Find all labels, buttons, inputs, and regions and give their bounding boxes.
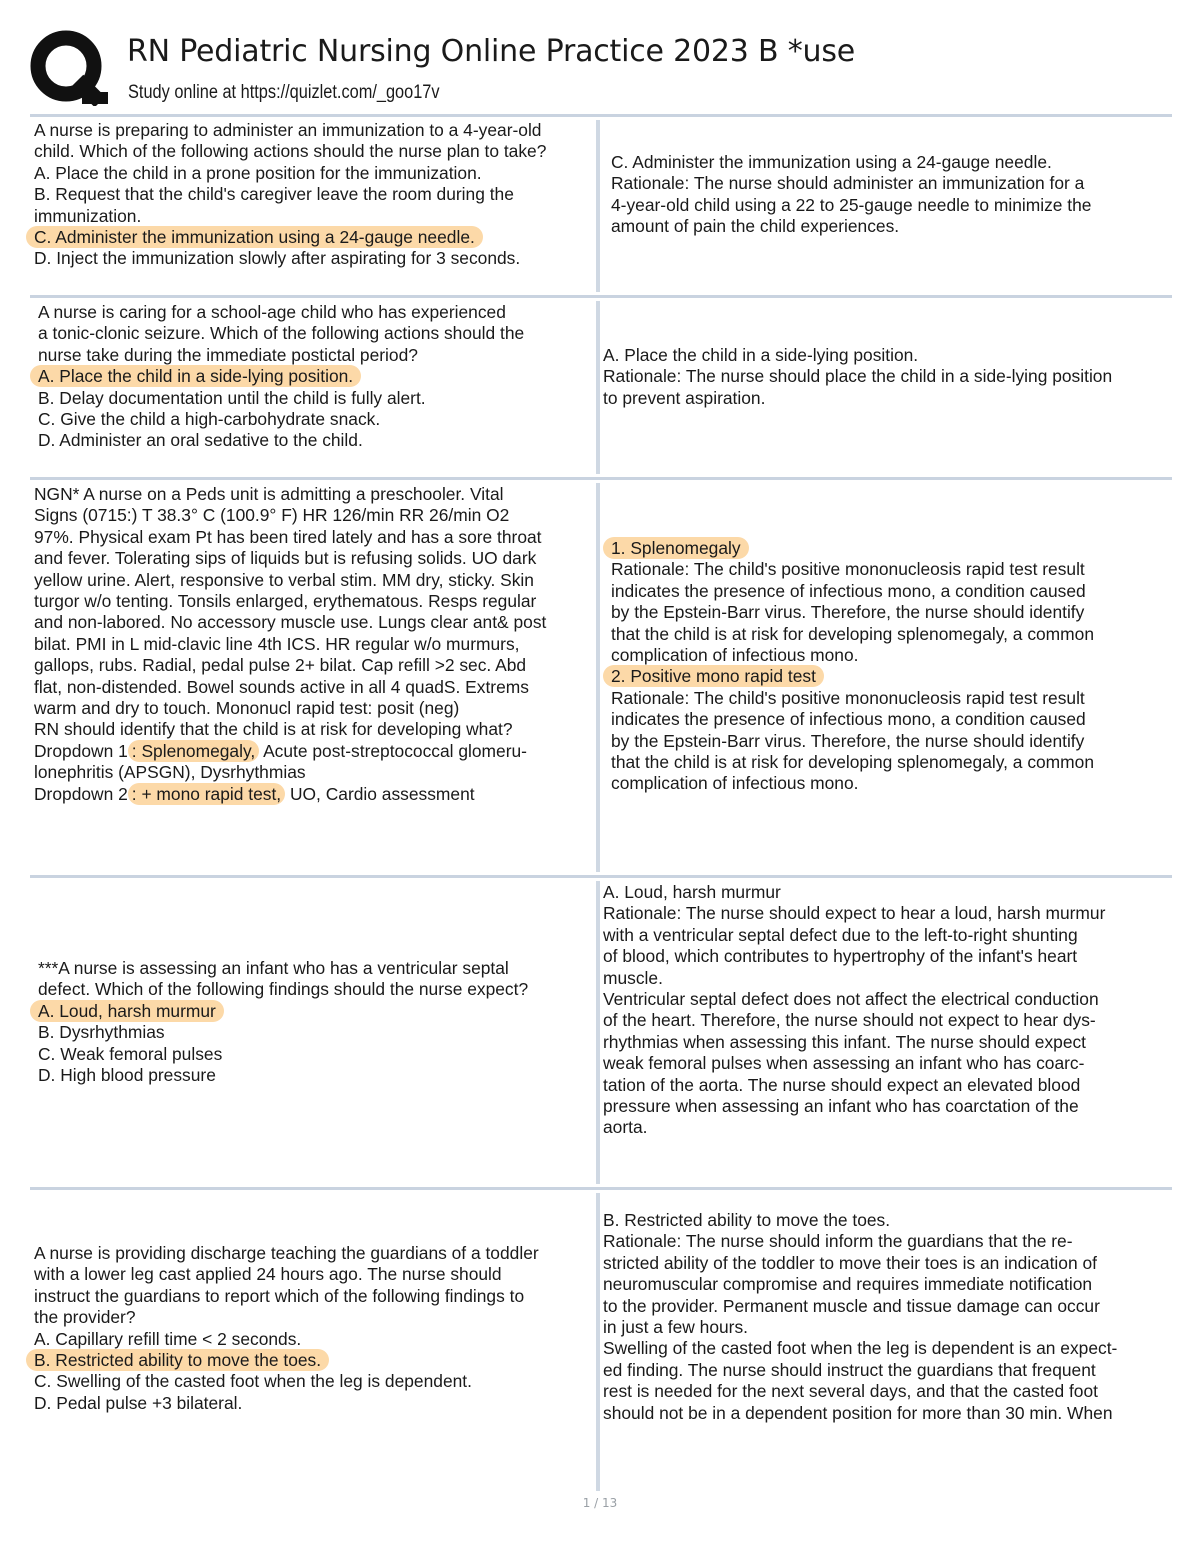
rationale-line: to prevent aspiration. xyxy=(603,387,766,408)
page-number: 1 / 13 xyxy=(582,1496,618,1510)
rationale-line: to the provider. Permanent muscle and tissue damage can occur xyxy=(603,1295,1100,1316)
rationale-line: aorta. xyxy=(603,1117,648,1138)
option-c: C. Give the child a high-carbohydrate snack. xyxy=(38,409,381,430)
dropdown-2-options: UO, Cardio assessment xyxy=(285,783,475,804)
column-divider xyxy=(596,1193,600,1491)
rationale-line: Rationale: The child's positive mononucleosis rapid test result xyxy=(611,687,1085,708)
document-title: RN Pediatric Nursing Online Practice 2023 B *use xyxy=(127,34,856,69)
card-4-question xyxy=(38,958,594,1086)
question-line: a tonic-clonic seizure. Which of the following actions should the xyxy=(38,323,525,344)
question-line: Signs (0715:) T 38.3° C (100.9° F) HR 126/min RR 26/min O2 xyxy=(34,505,510,526)
answer-1-text: 1. Splenomegaly xyxy=(603,537,749,559)
question-line: and non-labored. No accessory muscle use. Lungs clear ant& post xyxy=(34,612,547,633)
rationale-line: ed finding. The nurse should instruct the guardians that frequent xyxy=(603,1359,1096,1380)
answer-text: C. Administer the immunization using a 24-gauge needle. xyxy=(611,152,1052,172)
answer-2-text: 2. Positive mono rapid test xyxy=(603,665,824,687)
rationale-line: rest is needed for the next several days, and that the casted foot xyxy=(603,1381,1098,1402)
answer-text: A. Place the child in a side-lying position. xyxy=(603,345,919,365)
question-line: NGN* A nurse on a Peds unit is admitting a preschooler. Vital xyxy=(34,484,504,504)
dropdown-1-options: Acute post-streptococcal glomeru- xyxy=(259,740,527,761)
question-line: flat, non-distended. Bowel sounds active in all 4 quadS. Extrems xyxy=(34,676,529,697)
question-line: yellow urine. Alert, responsive to verbal stim. MM dry, sticky. Skin xyxy=(34,569,534,590)
question-line: child. Which of the following actions should the nurse plan to take? xyxy=(34,141,547,162)
dropdown-2-selected: : + mono rapid test, xyxy=(128,783,285,805)
row-divider xyxy=(30,477,1172,480)
rationale-line: indicates the presence of infectious mono, a condition caused xyxy=(611,709,1086,730)
option-d: D. Pedal pulse +3 bilateral. xyxy=(34,1392,243,1413)
row-divider xyxy=(30,875,1172,878)
answer-text: A. Loud, harsh murmur xyxy=(603,882,781,902)
question-line: A nurse is preparing to administer an immunization to a 4-year-old xyxy=(34,120,542,140)
rationale-line: in just a few hours. xyxy=(603,1317,748,1338)
rationale-line: rhythmias when assessing this infant. The nurse should expect xyxy=(603,1031,1087,1052)
card-1-question xyxy=(34,120,594,270)
card-5-question xyxy=(34,1243,594,1414)
option-d: D. Administer an oral sedative to the child. xyxy=(38,430,363,451)
rationale-line: muscle. xyxy=(603,967,663,988)
card-2-answer xyxy=(603,345,1171,409)
dropdown-1-selected: : Splenomegaly, xyxy=(128,740,259,762)
column-divider xyxy=(596,483,600,872)
card-1-answer xyxy=(611,152,1171,238)
option-a-correct: A. Loud, harsh murmur xyxy=(30,1000,224,1022)
rationale-line: that the child is at risk for developing splenomegaly, a common xyxy=(611,752,1094,773)
row-divider xyxy=(30,1187,1172,1190)
option-b-correct: B. Restricted ability to move the toes. xyxy=(26,1349,329,1371)
question-line: ***A nurse is assessing an infant who has a ventricular septal xyxy=(38,958,509,978)
rationale-line: Ventricular septal defect does not affect the electrical conduction xyxy=(603,989,1099,1010)
rationale-line: Rationale: The nurse should place the child in a side-lying position xyxy=(603,366,1113,387)
card-2-question xyxy=(38,302,594,452)
dropdown-1-options-cont: lonephritis (APSGN), Dysrhythmias xyxy=(34,762,306,783)
dropdown-1-label: Dropdown 1 xyxy=(34,740,128,761)
rationale-line: by the Epstein-Barr virus. Therefore, the nurse should identify xyxy=(611,730,1085,751)
question-line: warm and dry to touch. Mononucl rapid test: posit (neg) xyxy=(34,698,460,719)
question-line: with a lower leg cast applied 24 hours ago. The nurse should xyxy=(34,1264,502,1285)
column-divider xyxy=(596,881,600,1184)
option-a: A. Capillary refill time < 2 seconds. xyxy=(34,1328,302,1349)
rationale-line: of the heart. Therefore, the nurse should not expect to hear dys- xyxy=(603,1010,1096,1031)
rationale-line: amount of pain the child experiences. xyxy=(611,216,900,237)
rationale-line: indicates the presence of infectious mono, a condition caused xyxy=(611,580,1086,601)
question-line: instruct the guardians to report which of the following findings to xyxy=(34,1285,525,1306)
option-b: B. Delay documentation until the child is fully alert. xyxy=(38,387,426,408)
rationale-line: Rationale: The child's positive mononucleosis rapid test result xyxy=(611,559,1085,580)
question-prompt: RN should identify that the child is at risk for developing what? xyxy=(34,719,513,740)
option-c: C. Weak femoral pulses xyxy=(38,1043,223,1064)
rationale-line: pressure when assessing an infant who has coarctation of the xyxy=(603,1096,1079,1117)
option-c: C. Swelling of the casted foot when the leg is dependent. xyxy=(34,1371,472,1392)
rationale-line: complication of infectious mono. xyxy=(611,645,859,666)
question-line: turgor w/o tenting. Tonsils enlarged, erythematous. Resps regular xyxy=(34,591,537,612)
rationale-line: tation of the aorta. The nurse should expect an elevated blood xyxy=(603,1074,1081,1095)
option-d: D. High blood pressure xyxy=(38,1065,216,1086)
rationale-line: should not be in a dependent position for more than 30 min. When xyxy=(603,1402,1113,1423)
answer-text: B. Restricted ability to move the toes. xyxy=(603,1210,891,1230)
option-d: D. Inject the immunization slowly after aspirating for 3 seconds. xyxy=(34,248,521,269)
column-divider xyxy=(596,120,600,292)
rationale-line: stricted ability of the toddler to move their toes is an indication of xyxy=(603,1252,1097,1273)
card-3-question xyxy=(34,484,594,805)
rationale-line: weak femoral pulses when assessing an infant who has coarc- xyxy=(603,1053,1085,1074)
column-divider xyxy=(596,301,600,474)
rationale-line: neuromuscular compromise and requires immediate notification xyxy=(603,1274,1093,1295)
question-line: 97%. Physical exam Pt has been tired lately and has a sore throat xyxy=(34,526,542,547)
quizlet-q-logo-icon xyxy=(30,30,110,106)
document-subtitle-link[interactable]: Study online at https://quizlet.com/_goo17v xyxy=(128,82,440,103)
rationale-line: Swelling of the casted foot when the leg is dependent is an expect- xyxy=(603,1338,1118,1359)
rationale-line: that the child is at risk for developing splenomegaly, a common xyxy=(611,623,1094,644)
option-b: B. Request that the child's caregiver leave the room during the immunization. xyxy=(34,184,514,226)
rationale-line: by the Epstein-Barr virus. Therefore, the nurse should identify xyxy=(611,602,1085,623)
dropdown-1-row xyxy=(34,741,594,762)
rationale-line: with a ventricular septal defect due to the left-to-right shunting xyxy=(603,924,1078,945)
question-line: and fever. Tolerating sips of liquids but is refusing solids. UO dark xyxy=(34,548,537,569)
option-a: A. Place the child in a prone position for the immunization. xyxy=(34,162,482,183)
rationale-line: Rationale: The nurse should administer an immunization for a xyxy=(611,173,1085,194)
question-line: nurse take during the immediate postictal period? xyxy=(38,344,418,365)
rationale-line: of blood, which contributes to hypertrophy of the infant's heart xyxy=(603,946,1078,967)
rationale-line: Rationale: The nurse should inform the guardians that the re- xyxy=(603,1231,1073,1252)
row-divider xyxy=(30,295,1172,298)
dropdown-2-label: Dropdown 2 xyxy=(34,783,128,804)
question-line: A nurse is caring for a school-age child who has experienced xyxy=(38,302,506,322)
row-divider xyxy=(30,114,1172,117)
rationale-line: complication of infectious mono. xyxy=(611,773,859,794)
question-line: defect. Which of the following findings should the nurse expect? xyxy=(38,979,529,1000)
card-3-answer xyxy=(611,538,1171,795)
question-line: bilat. PMI in L mid-clavic line 4th ICS. HR regular w/o murmurs, xyxy=(34,633,520,654)
option-a-correct: A. Place the child in a side-lying position. xyxy=(30,365,361,387)
question-line: A nurse is providing discharge teaching the guardians of a toddler xyxy=(34,1243,539,1263)
card-5-answer xyxy=(603,1210,1171,1424)
rationale-line: 4-year-old child using a 22 to 25-gauge needle to minimize the xyxy=(611,194,1092,215)
dropdown-2-row xyxy=(34,784,594,805)
rationale-line: Rationale: The nurse should expect to hear a loud, harsh murmur xyxy=(603,903,1106,924)
option-b: B. Dysrhythmias xyxy=(38,1022,165,1043)
question-line: the provider? xyxy=(34,1307,136,1328)
card-4-answer xyxy=(603,882,1171,1139)
question-line: gallops, rubs. Radial, pedal pulse 2+ bilat. Cap refill >2 sec. Abd xyxy=(34,655,527,676)
option-c-correct: C. Administer the immunization using a 24-gauge needle. xyxy=(26,226,483,248)
